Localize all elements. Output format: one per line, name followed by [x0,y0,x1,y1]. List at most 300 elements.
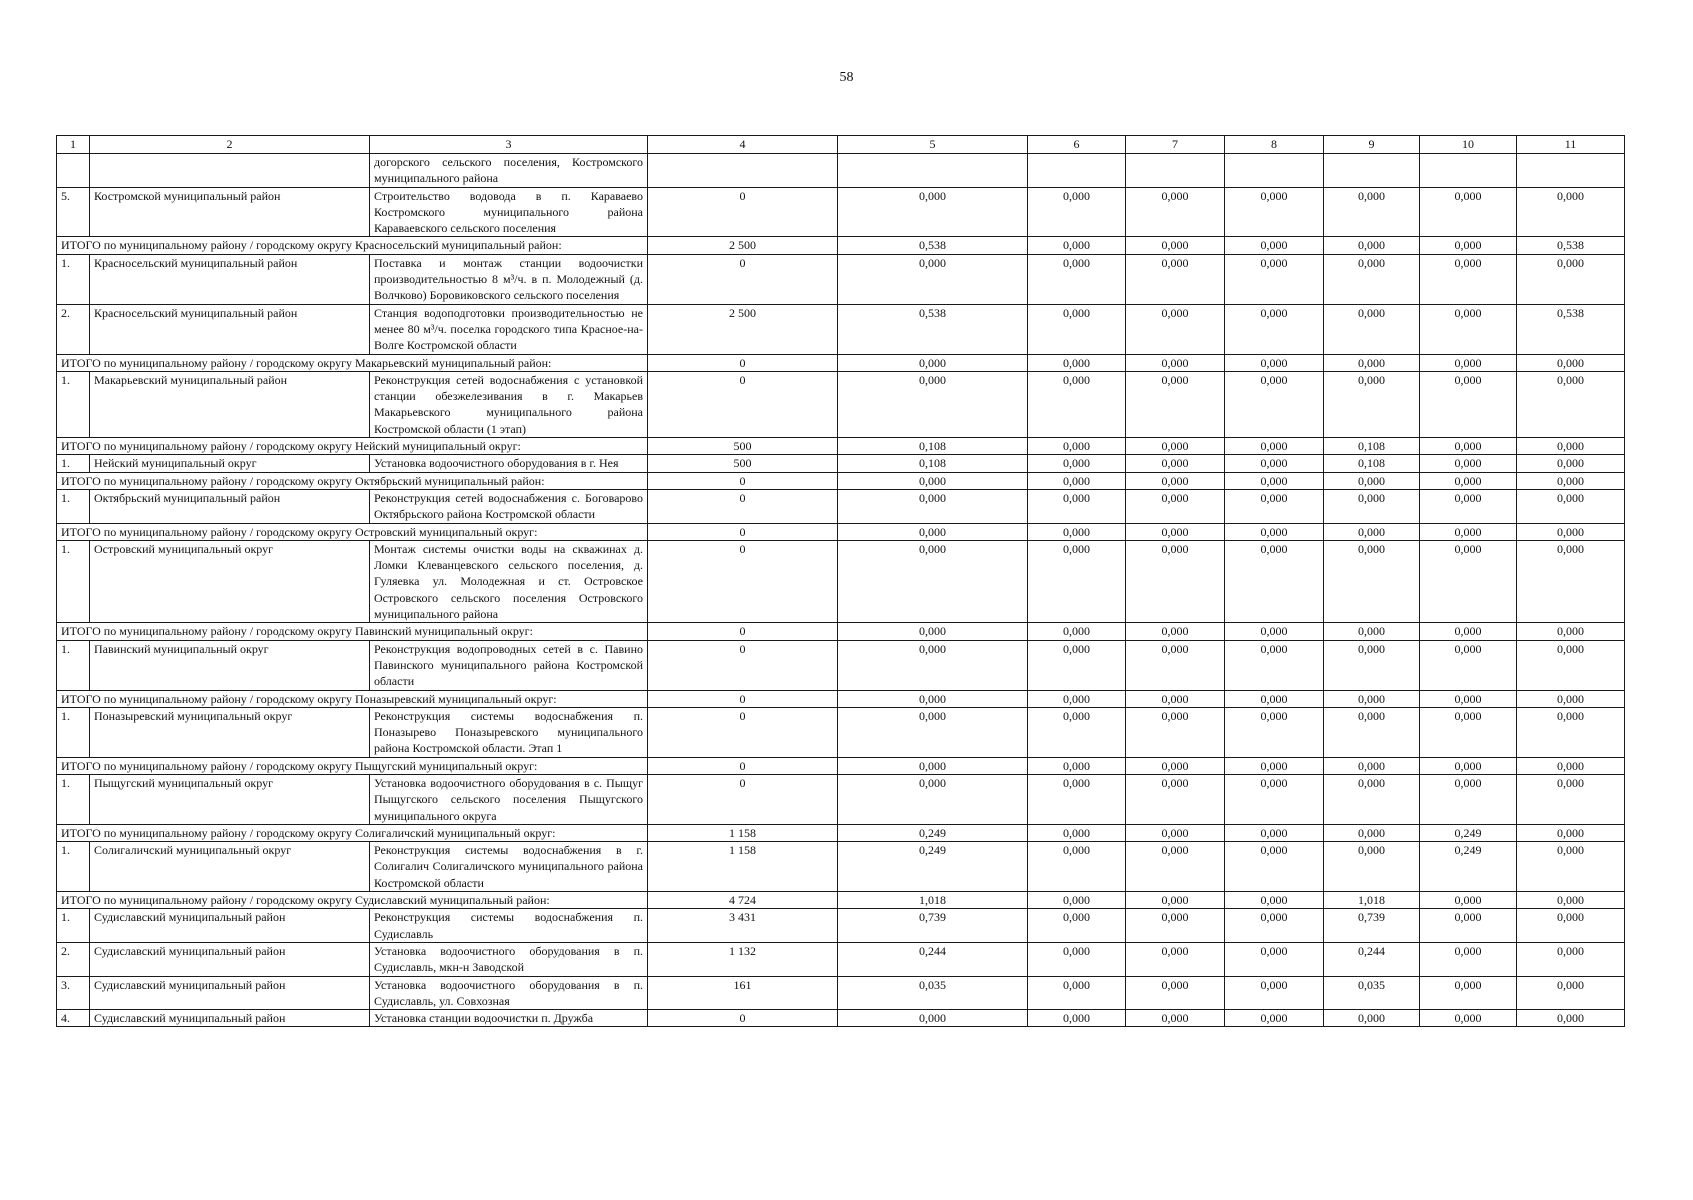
value-cell: 0,000 [1028,707,1126,757]
project-description-cell: Реконструкция системы водоснабжения в г. Солигалич Солигаличского муниципального района Костромской области [370,842,648,892]
value-cell: 0 [648,371,838,437]
value-cell: 0,000 [1126,371,1225,437]
total-value-cell: 0,000 [838,623,1028,640]
project-description-cell: догорского сельского поселения, Костромского муниципального района [370,154,648,188]
value-cell: 0,000 [1225,942,1324,976]
value-cell: 2 500 [648,304,838,354]
page-number: 58 [839,70,854,85]
value-cell: 1 132 [648,942,838,976]
project-description-cell: Реконструкция сетей водоснабжения с. Боговарово Октябрьского района Костромской области [370,489,648,523]
value-cell: 0,000 [1126,187,1225,237]
total-value-cell: 0,000 [838,472,1028,489]
value-cell: 0,000 [1517,187,1625,237]
value-cell [1028,154,1126,188]
project-description-cell: Установка станции водоочистки п. Дружба [370,1010,648,1027]
value-cell: 0,000 [1420,187,1517,237]
total-value-cell: 0,000 [1517,523,1625,540]
total-value-cell: 0,000 [1028,354,1126,371]
municipality-cell: Красносельский муниципальный район [90,304,370,354]
table-row [57,154,1625,188]
total-value-cell: 0,538 [1517,237,1625,254]
total-value-cell: 1,018 [1324,892,1420,909]
row-number-cell: 2. [57,942,90,976]
value-cell: 0,000 [1420,640,1517,690]
project-description-cell: Реконструкция водопроводных сетей в с. Павино Павинского муниципального района Костромской области [370,640,648,690]
column-header: 7 [1126,136,1225,154]
total-value-cell: 0,000 [838,757,1028,774]
value-cell: 0,000 [1324,187,1420,237]
value-cell: 0,000 [1028,455,1126,472]
total-value-cell: 0,000 [1126,892,1225,909]
project-description-cell: Установка водоочистного оборудования в г. Нея [370,455,648,472]
total-value-cell: 0,000 [1517,438,1625,455]
value-cell: 0,000 [1028,640,1126,690]
value-cell: 0 [648,187,838,237]
total-row [57,623,1625,640]
project-description-cell: Установка водоочистного оборудования в с. Пыщуг Пыщугского сельского поселения Пыщугского муниципального округа [370,774,648,824]
total-value-cell: 0,000 [1225,523,1324,540]
value-cell: 0,249 [838,842,1028,892]
project-description-cell: Реконструкция сетей водоснабжения с установкой станции обезжелезивания в г. Макарьев Макарьевского муниципального района Костромской области (1 этап) [370,371,648,437]
column-header: 8 [1225,136,1324,154]
value-cell: 0,035 [1324,976,1420,1010]
total-value-cell: 0,000 [1126,354,1225,371]
value-cell: 0,000 [1028,1010,1126,1027]
total-value-cell: 0,000 [1225,623,1324,640]
row-number-cell [57,154,90,188]
total-value-cell: 0,000 [1420,690,1517,707]
total-value-cell: 0,000 [1028,523,1126,540]
row-number-cell: 1. [57,489,90,523]
project-description-cell: Установка водоочистного оборудования в п. Судиславль, ул. Совхозная [370,976,648,1010]
municipality-cell: Солигаличский муниципальный округ [90,842,370,892]
value-cell: 0,000 [1126,254,1225,304]
table-row [57,707,1625,757]
value-cell: 0,000 [1420,254,1517,304]
value-cell: 0,000 [1028,187,1126,237]
value-cell: 0,000 [1420,1010,1517,1027]
total-value-cell: 0,000 [1324,824,1420,841]
table-row [57,842,1625,892]
row-number-cell: 1. [57,774,90,824]
total-value-cell: 0,538 [838,237,1028,254]
total-label: ИТОГО по муниципальному району / городскому округу Октябрьский муниципальный район: [57,472,648,489]
total-value-cell: 0,000 [1126,690,1225,707]
municipality-cell [90,154,370,188]
value-cell: 0,000 [1517,774,1625,824]
project-description-cell: Строительство водовода в п. Караваево Костромского муниципального района Караваевского сельского поселения [370,187,648,237]
total-label: ИТОГО по муниципальному району / городскому округу Островский муниципальный округ: [57,523,648,540]
total-label: ИТОГО по муниципальному району / городскому округу Поназыревский муниципальный округ: [57,690,648,707]
value-cell [1225,154,1324,188]
value-cell: 0,000 [1324,640,1420,690]
value-cell: 0,000 [838,187,1028,237]
total-value-cell: 0,000 [1517,824,1625,841]
municipality-cell: Павинский муниципальный округ [90,640,370,690]
value-cell: 0 [648,774,838,824]
total-row [57,354,1625,371]
total-value-cell: 0,108 [1324,438,1420,455]
value-cell: 0,000 [1420,540,1517,622]
project-description-cell: Поставка и монтаж станции водоочистки производительностью 8 м³/ч. в п. Молодежный (д. Волчково) Боровиковского сельского поселения [370,254,648,304]
value-cell: 0,000 [1324,707,1420,757]
total-value-cell: 0,000 [1028,623,1126,640]
value-cell: 0,000 [1126,909,1225,943]
total-value-cell: 0,000 [1324,354,1420,371]
project-description-cell: Установка водоочистного оборудования в п. Судиславль, мкн-н Заводской [370,942,648,976]
table-row [57,640,1625,690]
total-value-cell: 0,249 [838,824,1028,841]
value-cell: 0,739 [838,909,1028,943]
total-label: ИТОГО по муниципальному району / городскому округу Судиславский муниципальный район: [57,892,648,909]
table-row [57,254,1625,304]
total-value-cell: 0,000 [1225,824,1324,841]
total-label: ИТОГО по муниципальному району / городскому округу Красносельский муниципальный район: [57,237,648,254]
column-header: 5 [838,136,1028,154]
value-cell: 0,000 [1028,540,1126,622]
total-label: ИТОГО по муниципальному району / городскому округу Павинский муниципальный округ: [57,623,648,640]
table-row [57,540,1625,622]
value-cell: 0,000 [838,540,1028,622]
value-cell: 0,000 [1420,942,1517,976]
column-header: 4 [648,136,838,154]
total-row [57,892,1625,909]
value-cell: 0,000 [1420,304,1517,354]
total-value-cell: 0,000 [1420,237,1517,254]
total-value-cell: 0,000 [1324,472,1420,489]
value-cell: 0,000 [1517,1010,1625,1027]
value-cell: 0,000 [1126,455,1225,472]
municipality-cell: Октябрьский муниципальный район [90,489,370,523]
header-row [57,136,1625,154]
column-header: 10 [1420,136,1517,154]
column-header: 2 [90,136,370,154]
value-cell: 0,000 [1324,304,1420,354]
value-cell: 1 158 [648,842,838,892]
value-cell: 0,000 [838,640,1028,690]
municipality-cell: Судиславский муниципальный район [90,1010,370,1027]
value-cell: 0,000 [1517,640,1625,690]
value-cell: 0 [648,489,838,523]
table-row [57,909,1625,943]
municipality-cell: Макарьевский муниципальный район [90,371,370,437]
total-value-cell: 0,000 [1028,690,1126,707]
value-cell: 0,000 [1028,371,1126,437]
total-label: ИТОГО по муниципальному району / городскому округу Нейский муниципальный округ: [57,438,648,455]
value-cell: 0,000 [1324,774,1420,824]
row-number-cell: 1. [57,707,90,757]
total-value-cell: 0,000 [1126,523,1225,540]
value-cell: 0,000 [1126,489,1225,523]
value-cell: 0,000 [1126,540,1225,622]
value-cell: 0,000 [1420,455,1517,472]
total-label: ИТОГО по муниципальному району / городскому округу Макарьевский муниципальный район: [57,354,648,371]
project-description-cell: Монтаж системы очистки воды на скважинах д. Ломки Клеванцевского сельского поселения, д. Гуляевка ул. Молодежная и ст. Островское Островского сельского поселения Островского муниципального района [370,540,648,622]
value-cell: 0,000 [1225,540,1324,622]
value-cell: 0,000 [1225,976,1324,1010]
value-cell: 0,000 [1420,371,1517,437]
value-cell: 161 [648,976,838,1010]
total-value-cell: 0 [648,623,838,640]
total-label: ИТОГО по муниципальному району / городскому округу Пыщугский муниципальный округ: [57,757,648,774]
value-cell: 0,000 [1517,254,1625,304]
municipality-cell: Красносельский муниципальный район [90,254,370,304]
total-row [57,438,1625,455]
total-value-cell: 0,000 [838,690,1028,707]
value-cell: 0,538 [838,304,1028,354]
value-cell: 0,000 [1028,774,1126,824]
column-header: 9 [1324,136,1420,154]
value-cell: 0,000 [1126,304,1225,354]
total-value-cell: 0,000 [1420,757,1517,774]
value-cell: 0,000 [1126,707,1225,757]
total-value-cell: 0,000 [1028,438,1126,455]
total-value-cell: 0,000 [1324,237,1420,254]
total-row [57,690,1625,707]
value-cell: 0,000 [1225,455,1324,472]
value-cell: 0,000 [1028,254,1126,304]
value-cell: 0,000 [1420,489,1517,523]
value-cell: 0,000 [1028,489,1126,523]
row-number-cell: 5. [57,187,90,237]
value-cell: 0,000 [1028,304,1126,354]
total-value-cell: 0,000 [838,523,1028,540]
total-value-cell: 0,249 [1420,824,1517,841]
value-cell: 0,000 [1126,942,1225,976]
total-value-cell: 0,000 [1028,824,1126,841]
total-value-cell: 0,000 [1126,824,1225,841]
total-value-cell: 0,000 [1420,438,1517,455]
value-cell: 0,000 [1420,909,1517,943]
row-number-cell: 3. [57,976,90,1010]
value-cell: 0,000 [1420,774,1517,824]
value-cell: 0,000 [1126,640,1225,690]
total-label: ИТОГО по муниципальному району / городскому округу Солигаличский муниципальный округ: [57,824,648,841]
table-row [57,187,1625,237]
total-value-cell: 0,000 [1420,623,1517,640]
table-row [57,304,1625,354]
value-cell: 0,000 [838,707,1028,757]
total-value-cell: 0,000 [1517,757,1625,774]
total-value-cell: 0,000 [1028,472,1126,489]
project-description-cell: Реконструкция системы водоснабжения п. Поназырево Поназыревского муниципального района Костромской области. Этап 1 [370,707,648,757]
value-cell: 0,000 [1420,976,1517,1010]
value-cell: 0,000 [838,774,1028,824]
municipality-cell: Костромской муниципальный район [90,187,370,237]
table-row [57,455,1625,472]
value-cell: 0,000 [1517,371,1625,437]
value-cell [838,154,1028,188]
row-number-cell: 2. [57,304,90,354]
total-value-cell: 500 [648,438,838,455]
municipality-cell: Пыщугский муниципальный округ [90,774,370,824]
row-number-cell: 1. [57,455,90,472]
value-cell: 0,000 [1225,1010,1324,1027]
total-value-cell: 0 [648,523,838,540]
value-cell: 0,000 [1028,942,1126,976]
value-cell: 0,000 [1517,842,1625,892]
total-value-cell: 0,000 [838,354,1028,371]
value-cell: 0,000 [1225,304,1324,354]
total-row [57,523,1625,540]
total-value-cell: 0,000 [1324,523,1420,540]
project-description-cell: Станция водоподготовки производительностью не менее 80 м³/ч. поселка городского типа Красное-на-Волге Костромской области [370,304,648,354]
value-cell [1420,154,1517,188]
value-cell: 0,000 [1517,455,1625,472]
value-cell: 0 [648,540,838,622]
value-cell: 0,000 [1517,489,1625,523]
row-number-cell: 1. [57,371,90,437]
total-value-cell: 0,000 [1225,472,1324,489]
municipality-cell: Нейский муниципальный округ [90,455,370,472]
total-value-cell: 0,108 [838,438,1028,455]
value-cell: 0,000 [1324,1010,1420,1027]
value-cell [648,154,838,188]
total-value-cell: 1 158 [648,824,838,841]
total-value-cell: 2 500 [648,237,838,254]
total-value-cell: 0,000 [1517,690,1625,707]
value-cell: 0,000 [1225,254,1324,304]
total-value-cell: 0,000 [1420,472,1517,489]
value-cell: 0,000 [1324,842,1420,892]
value-cell: 0,000 [1324,371,1420,437]
total-value-cell: 0,000 [1517,354,1625,371]
total-row [57,757,1625,774]
value-cell: 0,000 [1225,640,1324,690]
total-value-cell: 0,000 [1225,757,1324,774]
value-cell: 0,249 [1420,842,1517,892]
row-number-cell: 1. [57,842,90,892]
value-cell: 0,000 [1225,909,1324,943]
municipality-cell: Судиславский муниципальный район [90,909,370,943]
total-row [57,824,1625,841]
value-cell: 0,000 [1225,842,1324,892]
value-cell: 0,000 [1225,371,1324,437]
row-number-cell: 1. [57,909,90,943]
total-value-cell: 4 724 [648,892,838,909]
value-cell: 0,000 [1225,489,1324,523]
total-value-cell: 0,000 [1420,523,1517,540]
value-cell: 0,244 [1324,942,1420,976]
value-cell: 0,000 [1126,1010,1225,1027]
value-cell: 0,000 [1517,540,1625,622]
municipality-cell: Поназыревский муниципальный округ [90,707,370,757]
value-cell [1517,154,1625,188]
total-row [57,472,1625,489]
total-value-cell: 0,000 [1028,237,1126,254]
total-value-cell: 0,000 [1225,237,1324,254]
table-row [57,774,1625,824]
column-header: 1 [57,136,90,154]
value-cell: 0,000 [1225,187,1324,237]
value-cell: 0,000 [1028,842,1126,892]
value-cell: 0,108 [838,455,1028,472]
total-value-cell: 0,000 [1324,757,1420,774]
total-value-cell: 1,018 [838,892,1028,909]
total-value-cell: 0,000 [1126,623,1225,640]
value-cell: 0 [648,640,838,690]
value-cell: 0,000 [1324,540,1420,622]
total-value-cell: 0,000 [1324,690,1420,707]
total-value-cell: 0,000 [1517,892,1625,909]
table-row [57,489,1625,523]
value-cell: 0,244 [838,942,1028,976]
total-value-cell: 0,000 [1324,623,1420,640]
value-cell: 0,000 [1225,774,1324,824]
row-number-cell: 1. [57,540,90,622]
value-cell: 0,000 [1028,976,1126,1010]
value-cell: 0,000 [838,371,1028,437]
value-cell: 0,000 [1324,254,1420,304]
total-value-cell: 0,000 [1517,472,1625,489]
column-header: 3 [370,136,648,154]
total-row [57,237,1625,254]
total-value-cell: 0,000 [1420,892,1517,909]
row-number-cell: 1. [57,640,90,690]
municipality-cell: Судиславский муниципальный район [90,976,370,1010]
value-cell: 0,000 [1126,842,1225,892]
project-description-cell: Реконструкция системы водоснабжения п. Судиславль [370,909,648,943]
value-cell: 0,000 [1126,774,1225,824]
value-cell: 0,000 [1517,976,1625,1010]
value-cell [1126,154,1225,188]
municipality-cell: Островский муниципальный округ [90,540,370,622]
table-row [57,371,1625,437]
table-row [57,942,1625,976]
value-cell [1324,154,1420,188]
total-value-cell: 0,000 [1028,892,1126,909]
total-value-cell: 0,000 [1028,757,1126,774]
total-value-cell: 0,000 [1225,892,1324,909]
data-table [56,135,1625,1027]
value-cell: 0,000 [1420,707,1517,757]
value-cell: 0,000 [838,254,1028,304]
value-cell: 0,538 [1517,304,1625,354]
value-cell: 0,000 [1324,489,1420,523]
value-cell: 0,000 [1517,707,1625,757]
table-row [57,976,1625,1010]
value-cell: 500 [648,455,838,472]
value-cell: 0,739 [1324,909,1420,943]
value-cell: 0,000 [1225,707,1324,757]
total-value-cell: 0,000 [1225,438,1324,455]
value-cell: 0 [648,1010,838,1027]
total-value-cell: 0,000 [1126,757,1225,774]
column-header: 6 [1028,136,1126,154]
total-value-cell: 0,000 [1517,623,1625,640]
row-number-cell: 4. [57,1010,90,1027]
value-cell: 0,000 [1126,976,1225,1010]
total-value-cell: 0 [648,690,838,707]
total-value-cell: 0 [648,354,838,371]
value-cell: 0,000 [1028,909,1126,943]
total-value-cell: 0,000 [1225,354,1324,371]
value-cell: 0,000 [1517,942,1625,976]
total-value-cell: 0,000 [1420,354,1517,371]
total-value-cell: 0,000 [1126,237,1225,254]
value-cell: 0,035 [838,976,1028,1010]
value-cell: 0 [648,707,838,757]
total-value-cell: 0,000 [1126,438,1225,455]
value-cell: 0,000 [838,1010,1028,1027]
value-cell: 0 [648,254,838,304]
row-number-cell: 1. [57,254,90,304]
total-value-cell: 0,000 [1126,472,1225,489]
total-value-cell: 0 [648,472,838,489]
municipality-cell: Судиславский муниципальный район [90,942,370,976]
value-cell: 0,108 [1324,455,1420,472]
total-value-cell: 0,000 [1225,690,1324,707]
